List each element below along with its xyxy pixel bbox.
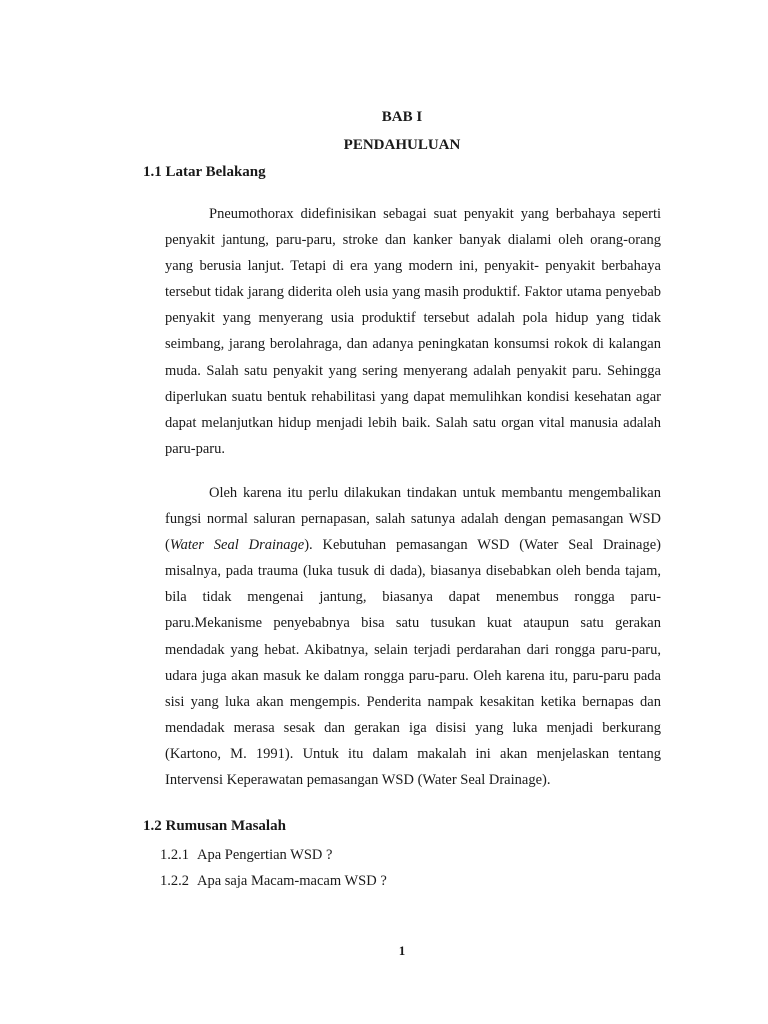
section-heading-latar-belakang: 1.1 Latar Belakang	[143, 164, 266, 180]
list-item	[160, 842, 387, 868]
list-item	[160, 868, 387, 894]
italic-term: Water Seal Drainage	[169, 537, 305, 554]
paragraph-text: ). Kebutuhan pemasangan WSD (Water Seal Drainage) misalnya, pada trauma (luka tusuk di dada), biasanya disebabkan oleh benda tajam, bila tidak mengenai jantung, biasanya dapat menembus rongga paru-paru.Mekanisme penyebabnya bisa satu tusukan kuat ataupun satu gerakan mendadak yang hebat. Akibatnya, selain terjadi perdarahan dari rongga paru-paru, udara juga akan masuk ke dalam rongga paru-paru. Oleh karena itu, paru-paru pada sisi yang luka akan mengempis. Penderita nampak kesakitan ketika bernapas dan mendadak merasa sesak dan gerakan iga disisi yang luka menjadi berkurang (Kartono, M. 1991). Untuk itu dalam makalah ini akan menjelaskan tentang Intervensi Keperawatan pemasangan WSD (Water Seal Drainage).	[165, 537, 661, 789]
list-item-number: 1.2.1	[160, 847, 189, 863]
chapter-number: BAB I	[381, 109, 423, 125]
list-item-text: Apa Pengertian WSD ?	[197, 847, 333, 863]
list-item-number: 1.2.2	[160, 873, 189, 889]
page-number: 1	[398, 943, 406, 958]
chapter-title: PENDAHULUAN	[343, 137, 461, 153]
paragraph-text: Oleh karena itu perlu dilakukan tindakan untuk membantu mengembalikan fungsi normal saluran pernapasan, salah satunya adalah dengan pemasangan WSD (	[165, 485, 661, 554]
problem-list	[160, 842, 387, 894]
body-paragraph: Pneumothorax didefinisikan sebagai suat penyakit yang berbahaya seperti penyakit jantung, paru-paru, stroke dan kanker banyak dialami oleh orang-orang yang berusia lanjut. Tetapi di era yang modern ini, penyakit- penyakit berbahaya tersebut tidak jarang diderita oleh usia yang masih produktif. Faktor utama penyebab penyakit yang menyerang usia produktif tersebut adalah pola hidup yang tidak seimbang, jarang berolahraga, dan adanya peningkatan konsumsi rokok di kalangan muda. Salah satu penyakit yang sering menyerang adalah penyakit paru. Sehingga diperlukan suatu bentuk rehabilitasi yang dapat memulihkan kondisi kesehatan agar dapat melanjutkan hidup menjadi lebih baik. Salah satu organ vital manusia adalah paru-paru.	[165, 206, 661, 457]
list-item-text: Apa saja Macam-macam WSD ?	[197, 873, 387, 889]
body-paragraph	[165, 480, 661, 793]
section-heading-rumusan-masalah: 1.2 Rumusan Masalah	[143, 818, 286, 834]
